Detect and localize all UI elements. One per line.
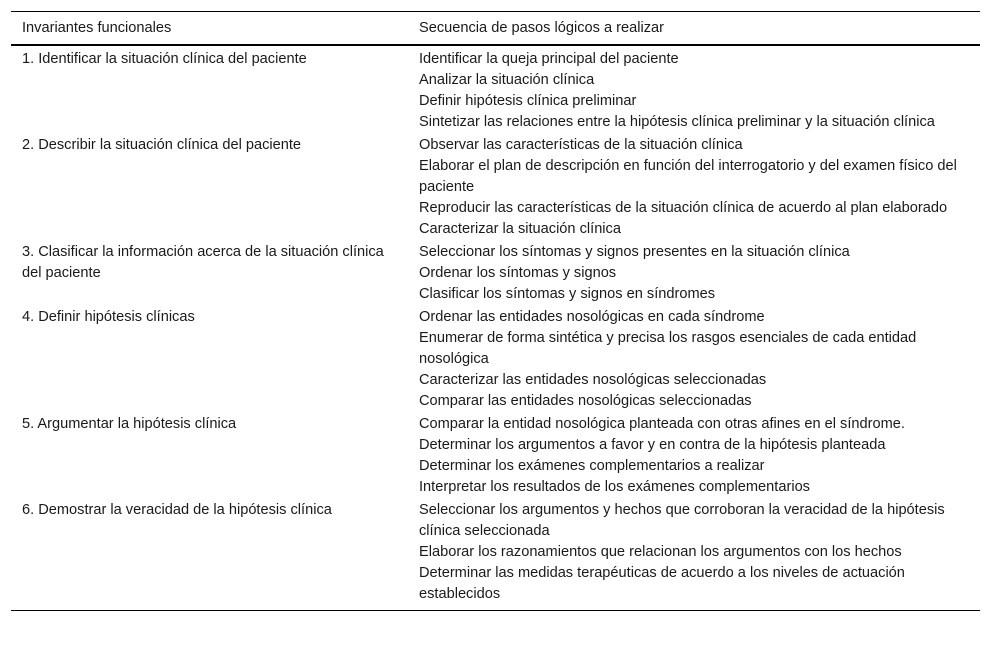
table-row bbox=[11, 412, 980, 498]
steps-cell bbox=[408, 133, 980, 240]
step-item: Interpretar los resultados de los exámenes complementarios bbox=[419, 479, 810, 495]
table-row bbox=[11, 305, 980, 412]
step-item: Determinar las medidas terapéuticas de acuerdo a los niveles de actuación establecidos bbox=[419, 565, 905, 602]
step-item: Caracterizar las entidades nosológicas seleccionadas bbox=[419, 372, 767, 388]
table-row bbox=[11, 498, 980, 611]
table-row bbox=[11, 133, 980, 240]
table-row bbox=[11, 240, 980, 305]
step-item: Determinar los argumentos a favor y en contra de la hipótesis planteada bbox=[419, 437, 886, 453]
table-body bbox=[11, 45, 980, 611]
invariant-cell: 3. Clasificar la información acerca de la situación clínica del paciente bbox=[22, 244, 384, 281]
invariant-cell: 4. Definir hipótesis clínicas bbox=[22, 309, 195, 325]
steps-cell bbox=[408, 45, 980, 133]
table-header bbox=[11, 12, 980, 46]
step-item: Elaborar los razonamientos que relacionan los argumentos con los hechos bbox=[419, 544, 902, 560]
step-item: Seleccionar los síntomas y signos presentes en la situación clínica bbox=[419, 244, 850, 260]
step-item: Determinar los exámenes complementarios a realizar bbox=[419, 458, 765, 474]
step-item: Caracterizar la situación clínica bbox=[419, 221, 621, 237]
functional-invariants-table bbox=[11, 11, 980, 611]
functional-invariants-table-container bbox=[11, 11, 980, 611]
steps-cell bbox=[408, 412, 980, 498]
invariant-cell: 6. Demostrar la veracidad de la hipótesis clínica bbox=[22, 502, 332, 518]
header-row bbox=[11, 12, 980, 46]
step-item: Comparar las entidades nosológicas seleccionadas bbox=[419, 393, 752, 409]
invariant-cell: 5. Argumentar la hipótesis clínica bbox=[22, 416, 237, 432]
table-row bbox=[11, 45, 980, 133]
steps-cell bbox=[408, 240, 980, 305]
header-invariants: Invariantes funcionales bbox=[22, 19, 172, 36]
step-item: Reproducir las características de la situación clínica de acuerdo al plan elaborado bbox=[419, 200, 948, 216]
step-item: Sintetizar las relaciones entre la hipótesis clínica preliminar y la situación clínica bbox=[419, 114, 935, 130]
step-item: Definir hipótesis clínica preliminar bbox=[419, 93, 637, 109]
step-item: Identificar la queja principal del paciente bbox=[419, 51, 679, 67]
step-item: Analizar la situación clínica bbox=[419, 72, 595, 88]
steps-cell bbox=[408, 498, 980, 611]
invariant-cell: 1. Identificar la situación clínica del paciente bbox=[22, 51, 307, 67]
steps-cell bbox=[408, 305, 980, 412]
step-item: Clasificar los síntomas y signos en síndromes bbox=[419, 286, 716, 302]
step-item: Elaborar el plan de descripción en función del interrogatorio y del examen físico del paciente bbox=[419, 158, 957, 195]
step-item: Comparar la entidad nosológica planteada con otras afines en el síndrome. bbox=[419, 416, 905, 432]
header-steps: Secuencia de pasos lógicos a realizar bbox=[419, 19, 664, 36]
step-item: Ordenar las entidades nosológicas en cada síndrome bbox=[419, 309, 765, 325]
step-item: Observar las características de la situación clínica bbox=[419, 137, 743, 153]
step-item: Enumerar de forma sintética y precisa los rasgos esenciales de cada entidad nosológica bbox=[419, 330, 917, 367]
step-item: Seleccionar los argumentos y hechos que corroboran la veracidad de la hipótesis clínica seleccionada bbox=[419, 502, 945, 539]
invariant-cell: 2. Describir la situación clínica del paciente bbox=[22, 137, 302, 153]
step-item: Ordenar los síntomas y signos bbox=[419, 265, 617, 281]
